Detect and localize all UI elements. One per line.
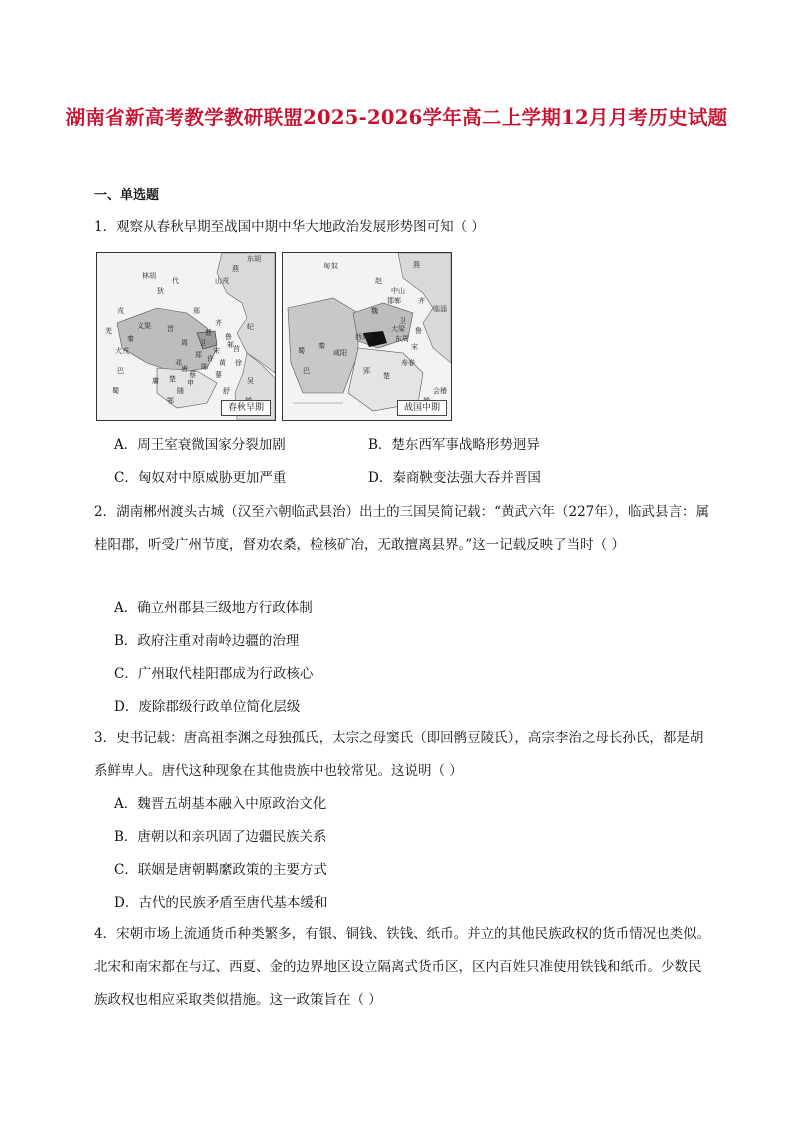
map-place-label: 宋 (213, 347, 220, 355)
section-heading: 一、单选题 (94, 188, 160, 203)
map-place-label: 楚 (383, 372, 390, 380)
map-place-label: 秦 (318, 342, 325, 350)
map-place-label: 义渠 (137, 322, 151, 330)
map-place-label: 邯郸 (387, 297, 401, 305)
map-place-label: 寿春 (401, 359, 415, 367)
map-place-label: 魏 (371, 307, 378, 315)
map-place-label: 蓼 (215, 371, 222, 379)
map-place-label: 蜀 (298, 347, 305, 355)
q2-option-b[interactable]: B．政府注重对南岭边疆的治理 (114, 633, 300, 649)
map-place-label: 齐 (215, 319, 222, 327)
map-place-label: 犬戎 (115, 347, 129, 355)
map-place-label: 陈 (201, 363, 208, 371)
map-place-label: 中山 (391, 287, 405, 295)
map-place-label: 东胡 (247, 255, 261, 263)
map-left-caption: 春秋早期 (221, 400, 271, 416)
map-place-label: 蔡 (189, 371, 196, 379)
question-4-stem: 4．宋朝市场上流通货币种类繁多，有银、铜钱、铁钱、纸币。并立的其他民族政权的货币情况也类似。北宋和南宋都在与辽、西夏、金的边界地区设立隔离式货币区，区内百姓只准使用铁钱和纸币。少数民族政权也相应采取类似措施。这一政策旨在（ ） (94, 926, 711, 1008)
map-place-label: 宋 (411, 343, 418, 351)
map-place-label: 大梁 (391, 325, 405, 333)
map-place-label: 匈 (323, 262, 330, 270)
map-place-label: 齐 (418, 297, 425, 305)
map-place-label: 燕 (413, 261, 420, 269)
q3-option-d[interactable]: D．古代的民族矛盾至唐代基本缓和 (114, 895, 328, 911)
map-place-label: 戎 (117, 307, 124, 315)
map-place-label: 曹 (205, 329, 212, 337)
map-place-label: 鲁 (225, 333, 232, 341)
question-1-stem: 1．观察从春秋早期至战国中期中华大地政治发展形势图可知（ ） (94, 219, 485, 235)
map-spring-autumn (96, 252, 276, 421)
map-place-label: 会稽 (433, 387, 447, 395)
map-place-label: 咸阳 (333, 349, 347, 357)
map-place-label: 黄 (219, 359, 226, 367)
q3-option-b[interactable]: B．唐朝以和亲巩固了边疆民族关系 (114, 829, 327, 845)
map-place-label: 纪 (247, 323, 254, 331)
map-place-label: 邾 (227, 341, 234, 349)
map-place-label: 东周 (395, 335, 409, 343)
q1-option-d[interactable]: D．秦商鞅变法强大吞并晋国 (368, 470, 541, 486)
map-place-label: 徐 (235, 359, 242, 367)
question-3-stem: 3．史书记载：唐高祖李渊之母独孤氏，太宗之母窦氏（即回鹘豆陵氏），高宗李治之母长孙氏，都是胡系鲜卑人。唐代这种现象在其他贵族中也较常见。这说明（ ） (94, 730, 704, 779)
map-place-label: 莒 (233, 345, 240, 353)
map-place-label: 韩 (367, 333, 374, 341)
map-place-label: 巴 (117, 367, 124, 375)
map-place-label: 随 (177, 387, 184, 395)
map-place-label: 西周 (355, 333, 369, 341)
map-warring-states-graphic (283, 253, 451, 420)
map-place-label: 申 (187, 379, 194, 387)
q1-option-a[interactable]: A．周王室衰微国家分裂加剧 (114, 437, 286, 453)
map-place-label: 吴 (247, 377, 254, 385)
map-place-label: 蜀 (112, 387, 119, 395)
map-place-label: 奴 (331, 262, 338, 270)
map-place-label: 临淄 (433, 305, 447, 313)
q2-option-a[interactable]: A．确立州郡县三级地方行政体制 (114, 600, 313, 616)
q1-option-b[interactable]: B．楚东西军事战略形势迥异 (368, 437, 540, 453)
map-place-label: 舒 (223, 387, 230, 395)
map-place-label: 鄂 (167, 397, 174, 405)
document-title: 湖南省新高考教学教研联盟2025-2026学年高二上学期12月月考历史试题 (65, 106, 728, 129)
map-place-label: 郑 (195, 351, 202, 359)
map-warring-states (282, 252, 452, 421)
q1-option-c[interactable]: C．匈奴对中原威胁更加严重 (114, 470, 287, 486)
map-place-label: 周 (181, 339, 188, 347)
question-2-stem: 2．湖南郴州渡头古城（汉至六朝临武县治）出土的三国吴简记载：“黄武六年（227年），临武县言：属桂阳郡，听受广州节度，督劝农桑，检核矿冶，无敢擅离县界。”这一记载反映了当时（ ） (94, 504, 710, 553)
q2-option-c[interactable]: C．广州取代桂阳郡成为行政核心 (114, 666, 314, 682)
map-place-label: 羌 (105, 327, 112, 335)
q3-option-a[interactable]: A．魏晋五胡基本融入中原政治文化 (114, 796, 327, 812)
map-place-label: 代 (172, 277, 179, 285)
map-place-label: 郢 (363, 367, 370, 375)
q2-option-d[interactable]: D．废除郡级行政单位简化层级 (114, 699, 301, 715)
map-place-label: 卫 (199, 339, 206, 347)
map-place-label: 邓 (175, 359, 182, 367)
map-place-label: 秦 (127, 335, 134, 343)
map-place-label: 林胡 (142, 272, 156, 280)
map-place-label: 燕 (232, 265, 239, 273)
map-place-label: 山戎 (215, 277, 229, 285)
map-place-label: 唐 (181, 365, 188, 373)
map-right-caption: 战国中期 (397, 400, 447, 416)
map-place-label: 鲁 (415, 327, 422, 335)
map-place-label: 晋 (167, 325, 174, 333)
map-place-label: 卫 (399, 317, 406, 325)
map-place-label: 邢 (193, 307, 200, 315)
map-place-label: 许 (207, 355, 214, 363)
map-place-label: 楚 (169, 375, 176, 383)
map-place-label: 狄 (157, 287, 164, 295)
map-place-label: 庸 (152, 377, 159, 385)
map-spring-autumn-graphic (97, 253, 275, 420)
q3-option-c[interactable]: C．联姻是唐朝羁縻政策的主要方式 (114, 862, 327, 878)
map-place-label: 巴 (303, 367, 310, 375)
map-place-label: 赵 (375, 277, 382, 285)
